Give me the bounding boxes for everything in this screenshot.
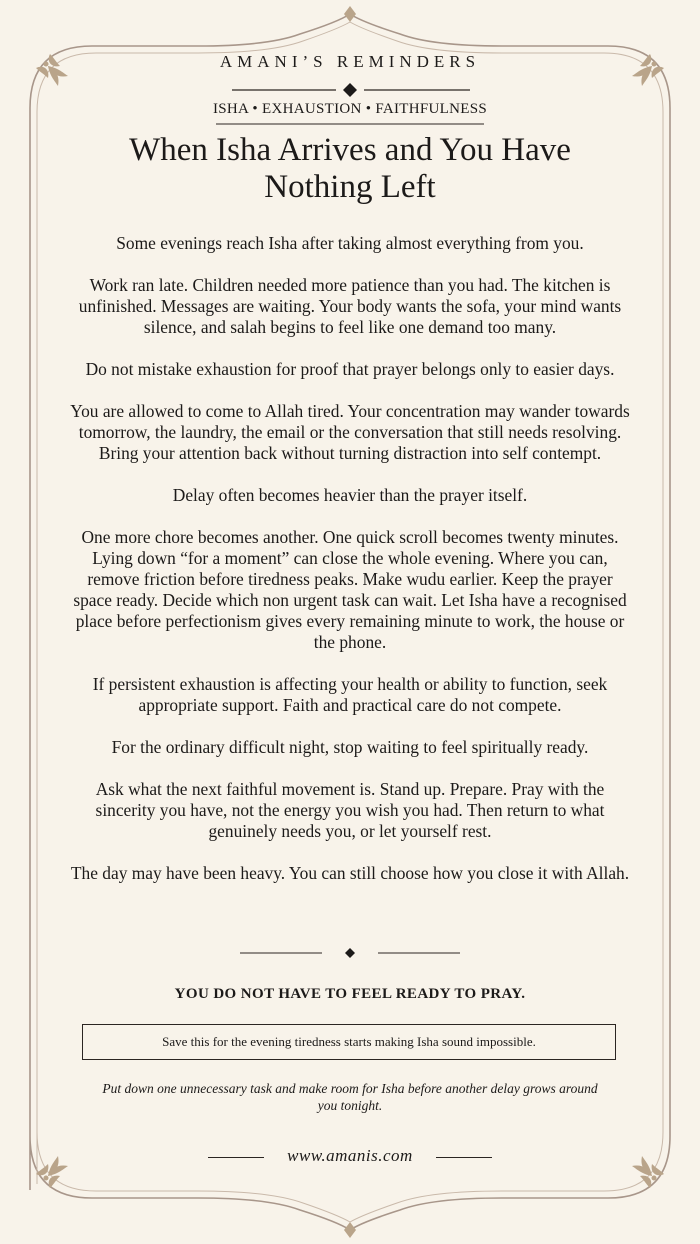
body-text (70, 233, 630, 905)
paragraph: Ask what the next faithful movement is. Stand up. Prepare. Pray with the sincerity you have, not the energy you wish you had. Then return to what genuinely needs you, or let yourself rest. (95, 779, 605, 841)
paragraph: One more chore becomes another. One quick scroll becomes twenty minutes. Lying down “for a moment” can close the whole evening. Where you can, remove friction before tiredness peaks. Make wudu earlier. Keep the prayer space ready. Decide which non urgent task can wait. Let Isha have a recognised place before perfectionism gives every remaining minute to work, the house or the phone. (73, 527, 627, 652)
paragraph: Work ran late. Children needed more patience than you had. The kitchen is unfinished. Messages are waiting. Your body wants the sofa, your mind wants silence, and salah begins to feel like one demand too many. (78, 275, 622, 337)
paragraph: For the ordinary difficult night, stop waiting to feel spiritually ready. (111, 737, 589, 757)
call-to-action: Put down one unnecessary task and make room for Isha before another delay grows around you tonight. (102, 1081, 598, 1113)
website-link[interactable]: www.amanis.com (287, 1146, 413, 1165)
save-note-box (82, 1024, 616, 1060)
paragraph: You are allowed to come to Allah tired. Your concentration may wander towards tomorrow, the laundry, the email or the conversation that still needs resolving. Bring your attention back without turning distraction into self contempt. (70, 401, 630, 463)
page-title: When Isha Arrives and You Have Nothing Left (129, 132, 571, 205)
callout-heading: YOU DO NOT HAVE TO FEEL READY TO PRAY. (174, 986, 526, 1002)
paragraph: If persistent exhaustion is affecting your health or ability to function, seek appropriate support. Faith and practical care do not compete. (92, 674, 608, 715)
footer-url-row (0, 1146, 700, 1170)
save-note-text: Save this for the evening tiredness starts making Isha sound impossible. (162, 1034, 536, 1049)
paragraph: The day may have been heavy. You can still choose how you close it with Allah. (70, 863, 630, 883)
brand-name: AMANI’S REMINDERS (219, 52, 481, 71)
topic-tags: ISHA • EXHAUSTION • FAITHFULNESS (212, 101, 487, 117)
paragraph: Delay often becomes heavier than the prayer itself. (172, 485, 528, 505)
paragraph: Some evenings reach Isha after taking almost everything from you. (116, 233, 584, 253)
paragraph: Do not mistake exhaustion for proof that prayer belongs only to easier days. (85, 359, 615, 379)
